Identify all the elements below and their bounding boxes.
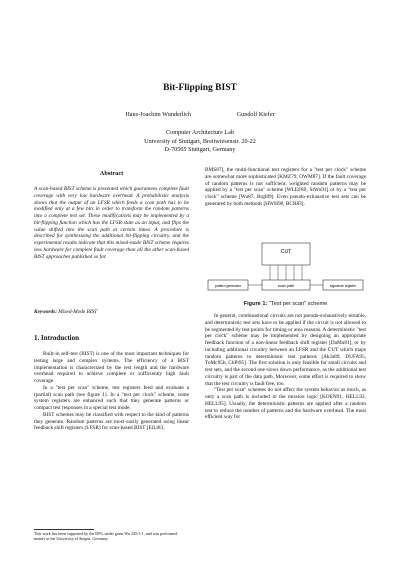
right-column-body [205, 313, 366, 421]
paragraph: In general, combinational circuits are not pseudo-exhaustively testable, and deterministic test sets have to be applied if the circuit is not allowed to be segmented by test points for timing or area reasons. A deterministic "test per clock" scheme may be implemented by designing an appropriate feedback function of a non-linear feedback shift register [DaMu81], or by including additional circuitry between an LFSR and the CUT which maps random patterns to deterministic test patterns [AkJa89, DUFA95, ToMc95b, ChPi95]. The first solution is only feasible for small circuits and test sets, and the second one slows down performance, as the additional test circuitry is part of the data path. Moreover, some effort is required to show that the test circuitry is fault free, too. [205, 313, 366, 387]
test-per-scan-diagram [205, 240, 366, 298]
keywords-value: Mixed-Mode BIST [58, 309, 98, 315]
paragraph: BIST schemes may be classified with respect to the kind of patterns they generate. Random patterns are most easily generated using linear feedback shift registers (LFSR) for scan-based BIST [EiLi83, [34, 411, 189, 432]
author-name: Gundolf Kiefer [236, 111, 275, 118]
pattern-generator-label: pattern generator [214, 284, 242, 288]
figure-caption [205, 301, 366, 307]
footnote-divider [34, 529, 94, 530]
affiliation-line: University of Stuttgart, Breitwiesenstr. 20-22 [144, 137, 256, 145]
author-name: Hans-Joachim Wunderlich [125, 111, 192, 118]
signature-register-label: signature register [329, 284, 357, 288]
affiliation [0, 129, 400, 155]
paragraph: In a "test per scan" scheme, test registers feed and evaluate a (partial) scan path (see figure 1). In a "test per clock" scheme, some system registers are enhanced such that they generate patterns or compact test responses in a special test mode. [34, 384, 189, 411]
keywords [34, 309, 189, 316]
caption-label: Figure 1: [243, 301, 268, 307]
section-heading: 1. Introduction [34, 334, 79, 342]
intro-body [34, 351, 189, 432]
scan-path-label: scan path [277, 284, 295, 288]
affiliation-line: D-70565 Stuttgart, Germany [164, 146, 236, 154]
caption-text: "Test per scan" scheme [268, 301, 328, 307]
paper-title: Bit-Flipping BIST [163, 83, 237, 93]
affiliation-line: Computer Architecture Lab [165, 129, 235, 136]
paragraph: Built-in self-test (BIST) is one of the most important techniques for testing large and complex systems. The efficiency of a BIST implementation is characterized by the test length and the hardware overhead required to achieve complete or sufficiently high fault coverage. [34, 351, 189, 384]
abstract-heading: Abstract [99, 170, 124, 177]
author-list [0, 111, 400, 118]
abstract-text: A scan-based BIST scheme is presented which guarantees complete fault coverage with very low hardware overhead. A probabilistic analysis shows that the output of an LFSR which feeds a scan path has to be modified only at a few bits in order to transform the random patterns into a complete test set. These modifications may be implemented by a bit-flipping function which has the LFSR-state as an input, and flips the value shifted into the scan path at certain times. A procedure is described for synthesizing the additional bit-flipping circuitry, and the experimental results indicate that this mixed-mode BIST scheme requires less hardware for complete fault coverage than all the other scan-based BIST approaches published so far. [34, 186, 189, 260]
right-column-text: BMS87], the multi-functional test registers for a "test per clock" scheme are somewhat more sophisticated [KMZ79, OWM87]. If the fault coverage of random patterns is not sufficient, weighted random patterns may be applied by a "test per scan" scheme [WLEF89, StWu91] or by a "test per clock" scheme [Wu87, Brgl89]. Even pseudo-exhaustive test sets can be generated by both methods [HWH90, BCR83]. [205, 167, 366, 207]
footnote: This work has been supported by the DFG under grant Wu 245/1-1, and was performed mainly at the University of Siegen, Germany. [34, 531, 178, 541]
cut-label: CUT [280, 249, 292, 255]
paragraph: "Test per scan" schemes do not affect the system behavior as much, as only a scan path is included in the mission logic [KOEN91, HELL92, HELL95]. Usually, the deterministic patterns are applied after a random test to reduce the number of patterns and the hardware overhead. The most efficient way for [205, 387, 366, 421]
keywords-label: Keywords: [34, 309, 57, 315]
